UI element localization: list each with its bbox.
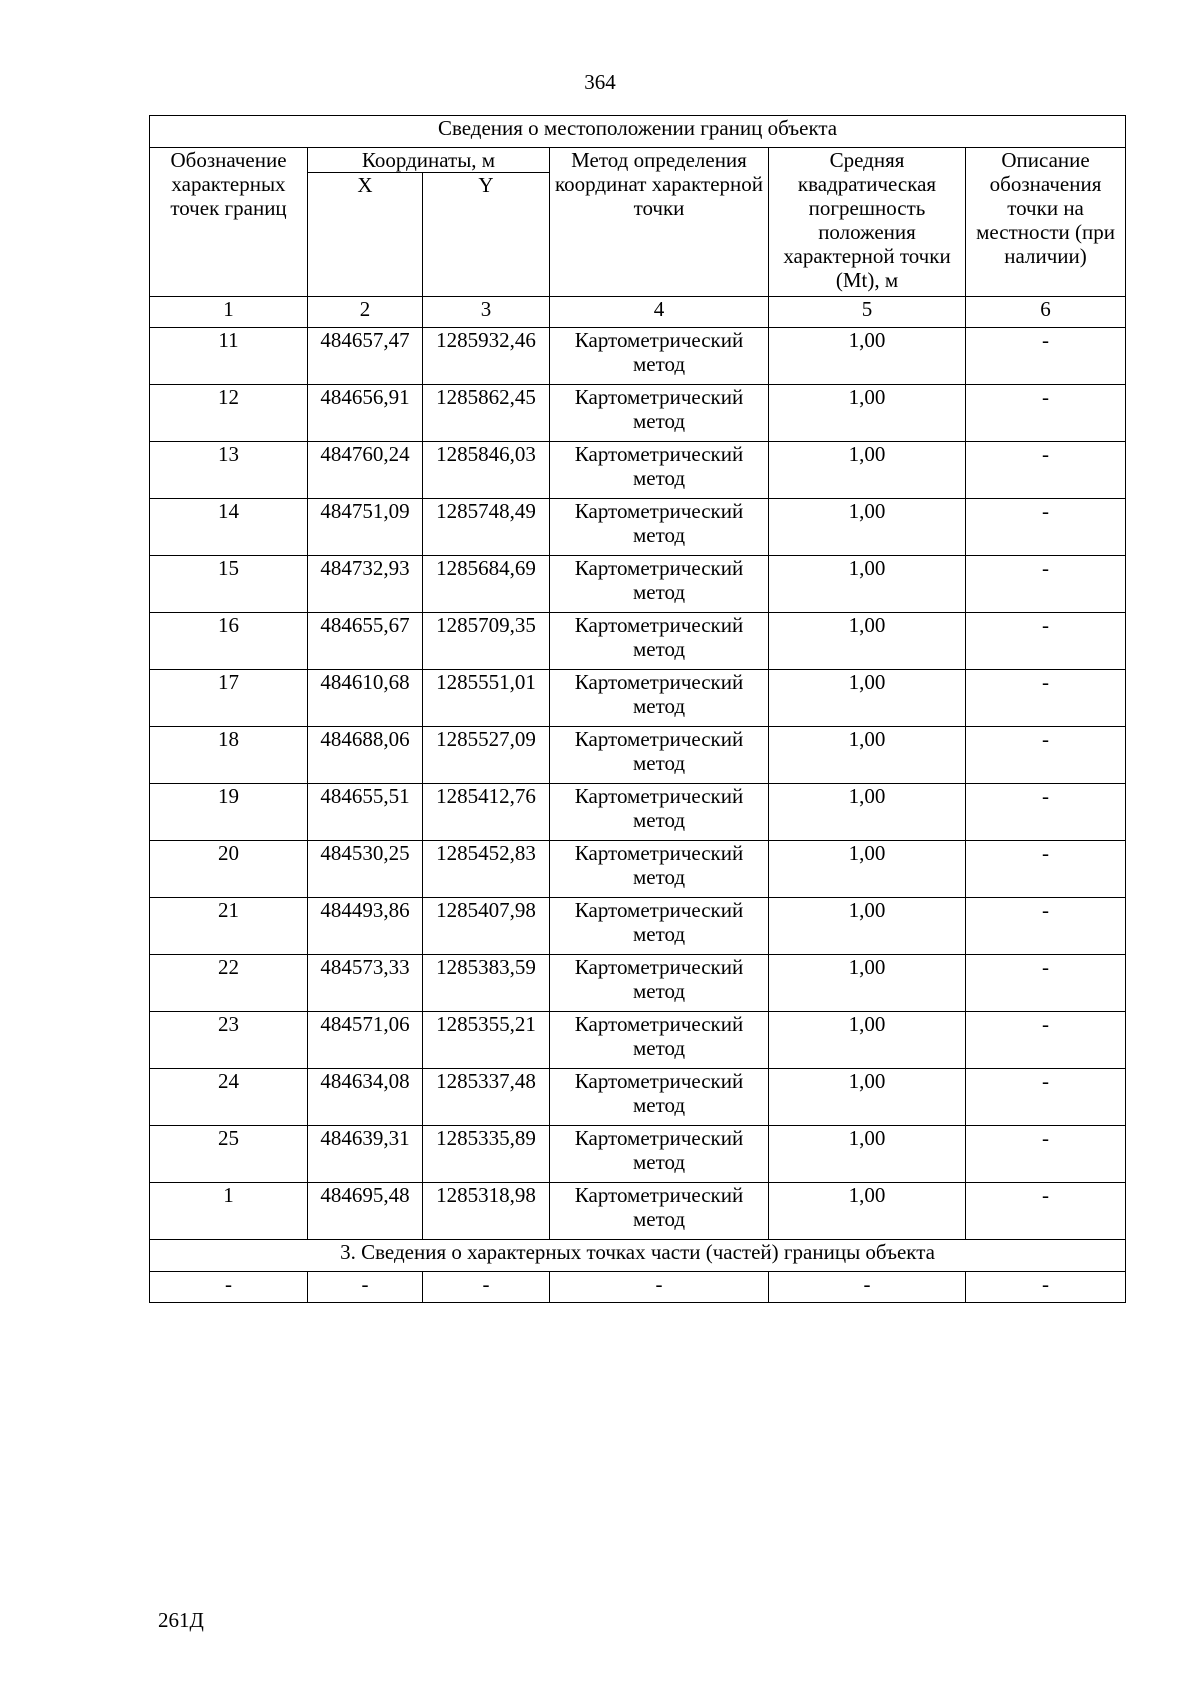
section3-cell: - xyxy=(769,1272,966,1303)
cell-point: 14 xyxy=(150,499,308,556)
cell-method: Картометрический метод xyxy=(550,328,769,385)
table-row xyxy=(150,556,1126,613)
cell-error: 1,00 xyxy=(769,328,966,385)
cell-y: 1285383,59 xyxy=(423,955,550,1012)
cell-error: 1,00 xyxy=(769,727,966,784)
table-row xyxy=(150,328,1126,385)
cell-point: 22 xyxy=(150,955,308,1012)
cell-method: Картометрический метод xyxy=(550,613,769,670)
cell-point: 16 xyxy=(150,613,308,670)
cell-error: 1,00 xyxy=(769,784,966,841)
table-row xyxy=(150,1126,1126,1183)
cell-description: - xyxy=(966,727,1126,784)
header-method: Метод определения координат характерной точки xyxy=(550,148,769,297)
cell-y: 1285684,69 xyxy=(423,556,550,613)
header-point: Обозначение характерных точек границ xyxy=(150,148,308,297)
cell-method: Картометрический метод xyxy=(550,556,769,613)
table-row xyxy=(150,955,1126,1012)
cell-description: - xyxy=(966,556,1126,613)
section3-title-row xyxy=(150,1240,1126,1272)
cell-y: 1285318,98 xyxy=(423,1183,550,1240)
cell-x: 484732,93 xyxy=(308,556,423,613)
cell-error: 1,00 xyxy=(769,670,966,727)
cell-description: - xyxy=(966,1012,1126,1069)
cell-y: 1285407,98 xyxy=(423,898,550,955)
cell-x: 484573,33 xyxy=(308,955,423,1012)
cell-x: 484695,48 xyxy=(308,1183,423,1240)
cell-x: 484657,47 xyxy=(308,328,423,385)
table-row xyxy=(150,841,1126,898)
cell-method: Картометрический метод xyxy=(550,898,769,955)
cell-error: 1,00 xyxy=(769,556,966,613)
boundary-table xyxy=(149,115,1126,1303)
table-row xyxy=(150,385,1126,442)
table-body xyxy=(150,116,1126,1303)
cell-method: Картометрический метод xyxy=(550,1183,769,1240)
cell-error: 1,00 xyxy=(769,1183,966,1240)
cell-method: Картометрический метод xyxy=(550,1126,769,1183)
cell-x: 484610,68 xyxy=(308,670,423,727)
table-row xyxy=(150,499,1126,556)
cell-description: - xyxy=(966,784,1126,841)
cell-error: 1,00 xyxy=(769,898,966,955)
cell-y: 1285862,45 xyxy=(423,385,550,442)
cell-method: Картометрический метод xyxy=(550,499,769,556)
cell-x: 484688,06 xyxy=(308,727,423,784)
table-row xyxy=(150,898,1126,955)
cell-method: Картометрический метод xyxy=(550,385,769,442)
table-row xyxy=(150,613,1126,670)
cell-y: 1285412,76 xyxy=(423,784,550,841)
cell-description: - xyxy=(966,898,1126,955)
cell-x: 484493,86 xyxy=(308,898,423,955)
cell-point: 15 xyxy=(150,556,308,613)
cell-point: 17 xyxy=(150,670,308,727)
table-row xyxy=(150,670,1126,727)
header-x: X xyxy=(308,173,423,297)
cell-error: 1,00 xyxy=(769,1012,966,1069)
cell-x: 484655,67 xyxy=(308,613,423,670)
cell-x: 484530,25 xyxy=(308,841,423,898)
cell-x: 484571,06 xyxy=(308,1012,423,1069)
column-number: 4 xyxy=(550,297,769,328)
cell-method: Картометрический метод xyxy=(550,670,769,727)
header-row xyxy=(150,148,1126,173)
cell-error: 1,00 xyxy=(769,385,966,442)
section3-title: 3. Сведения о характерных точках части (частей) границы объекта xyxy=(150,1240,1126,1272)
cell-method: Картометрический метод xyxy=(550,841,769,898)
cell-point: 20 xyxy=(150,841,308,898)
table-row xyxy=(150,727,1126,784)
cell-method: Картометрический метод xyxy=(550,955,769,1012)
header-y: Y xyxy=(423,173,550,297)
cell-method: Картометрический метод xyxy=(550,784,769,841)
cell-y: 1285709,35 xyxy=(423,613,550,670)
table-row xyxy=(150,784,1126,841)
table-row xyxy=(150,1012,1126,1069)
cell-method: Картометрический метод xyxy=(550,1069,769,1126)
cell-description: - xyxy=(966,613,1126,670)
cell-description: - xyxy=(966,442,1126,499)
cell-description: - xyxy=(966,1183,1126,1240)
column-number: 5 xyxy=(769,297,966,328)
cell-y: 1285335,89 xyxy=(423,1126,550,1183)
page-number: 364 xyxy=(584,70,616,94)
column-number: 2 xyxy=(308,297,423,328)
column-numbers-row xyxy=(150,297,1126,328)
cell-method: Картометрический метод xyxy=(550,442,769,499)
cell-x: 484751,09 xyxy=(308,499,423,556)
header-error: Средняя квадратическая погрешность положения характерной точки (Mt), м xyxy=(769,148,966,297)
cell-description: - xyxy=(966,841,1126,898)
table-row xyxy=(150,1183,1126,1240)
cell-point: 18 xyxy=(150,727,308,784)
cell-error: 1,00 xyxy=(769,442,966,499)
cell-point: 11 xyxy=(150,328,308,385)
cell-point: 12 xyxy=(150,385,308,442)
cell-y: 1285527,09 xyxy=(423,727,550,784)
cell-y: 1285551,01 xyxy=(423,670,550,727)
cell-point: 1 xyxy=(150,1183,308,1240)
section3-cell: - xyxy=(308,1272,423,1303)
cell-y: 1285355,21 xyxy=(423,1012,550,1069)
header-coords: Координаты, м xyxy=(308,148,550,173)
table-title-row xyxy=(150,116,1126,148)
cell-x: 484655,51 xyxy=(308,784,423,841)
cell-x: 484639,31 xyxy=(308,1126,423,1183)
cell-description: - xyxy=(966,1069,1126,1126)
table-title: Сведения о местоположении границ объекта xyxy=(150,116,1126,148)
column-number: 1 xyxy=(150,297,308,328)
cell-description: - xyxy=(966,499,1126,556)
cell-error: 1,00 xyxy=(769,1126,966,1183)
cell-description: - xyxy=(966,328,1126,385)
header-description: Описание обозначения точки на местности (при наличии) xyxy=(966,148,1126,297)
cell-description: - xyxy=(966,955,1126,1012)
column-number: 3 xyxy=(423,297,550,328)
cell-error: 1,00 xyxy=(769,955,966,1012)
table-row xyxy=(150,1069,1126,1126)
cell-x: 484760,24 xyxy=(308,442,423,499)
cell-description: - xyxy=(966,1126,1126,1183)
cell-method: Картометрический метод xyxy=(550,1012,769,1069)
cell-point: 21 xyxy=(150,898,308,955)
cell-y: 1285932,46 xyxy=(423,328,550,385)
cell-point: 19 xyxy=(150,784,308,841)
section3-cell: - xyxy=(150,1272,308,1303)
cell-y: 1285846,03 xyxy=(423,442,550,499)
cell-error: 1,00 xyxy=(769,1069,966,1126)
cell-point: 25 xyxy=(150,1126,308,1183)
section3-row xyxy=(150,1272,1126,1303)
cell-point: 13 xyxy=(150,442,308,499)
footer-code: 261Д xyxy=(158,1608,204,1632)
cell-y: 1285748,49 xyxy=(423,499,550,556)
cell-error: 1,00 xyxy=(769,499,966,556)
table-row xyxy=(150,442,1126,499)
cell-x: 484656,91 xyxy=(308,385,423,442)
section3-cell: - xyxy=(550,1272,769,1303)
cell-description: - xyxy=(966,670,1126,727)
cell-x: 484634,08 xyxy=(308,1069,423,1126)
section3-cell: - xyxy=(423,1272,550,1303)
cell-point: 24 xyxy=(150,1069,308,1126)
cell-method: Картометрический метод xyxy=(550,727,769,784)
section3-cell: - xyxy=(966,1272,1126,1303)
cell-y: 1285452,83 xyxy=(423,841,550,898)
cell-description: - xyxy=(966,385,1126,442)
cell-y: 1285337,48 xyxy=(423,1069,550,1126)
cell-point: 23 xyxy=(150,1012,308,1069)
cell-error: 1,00 xyxy=(769,613,966,670)
cell-error: 1,00 xyxy=(769,841,966,898)
column-number: 6 xyxy=(966,297,1126,328)
